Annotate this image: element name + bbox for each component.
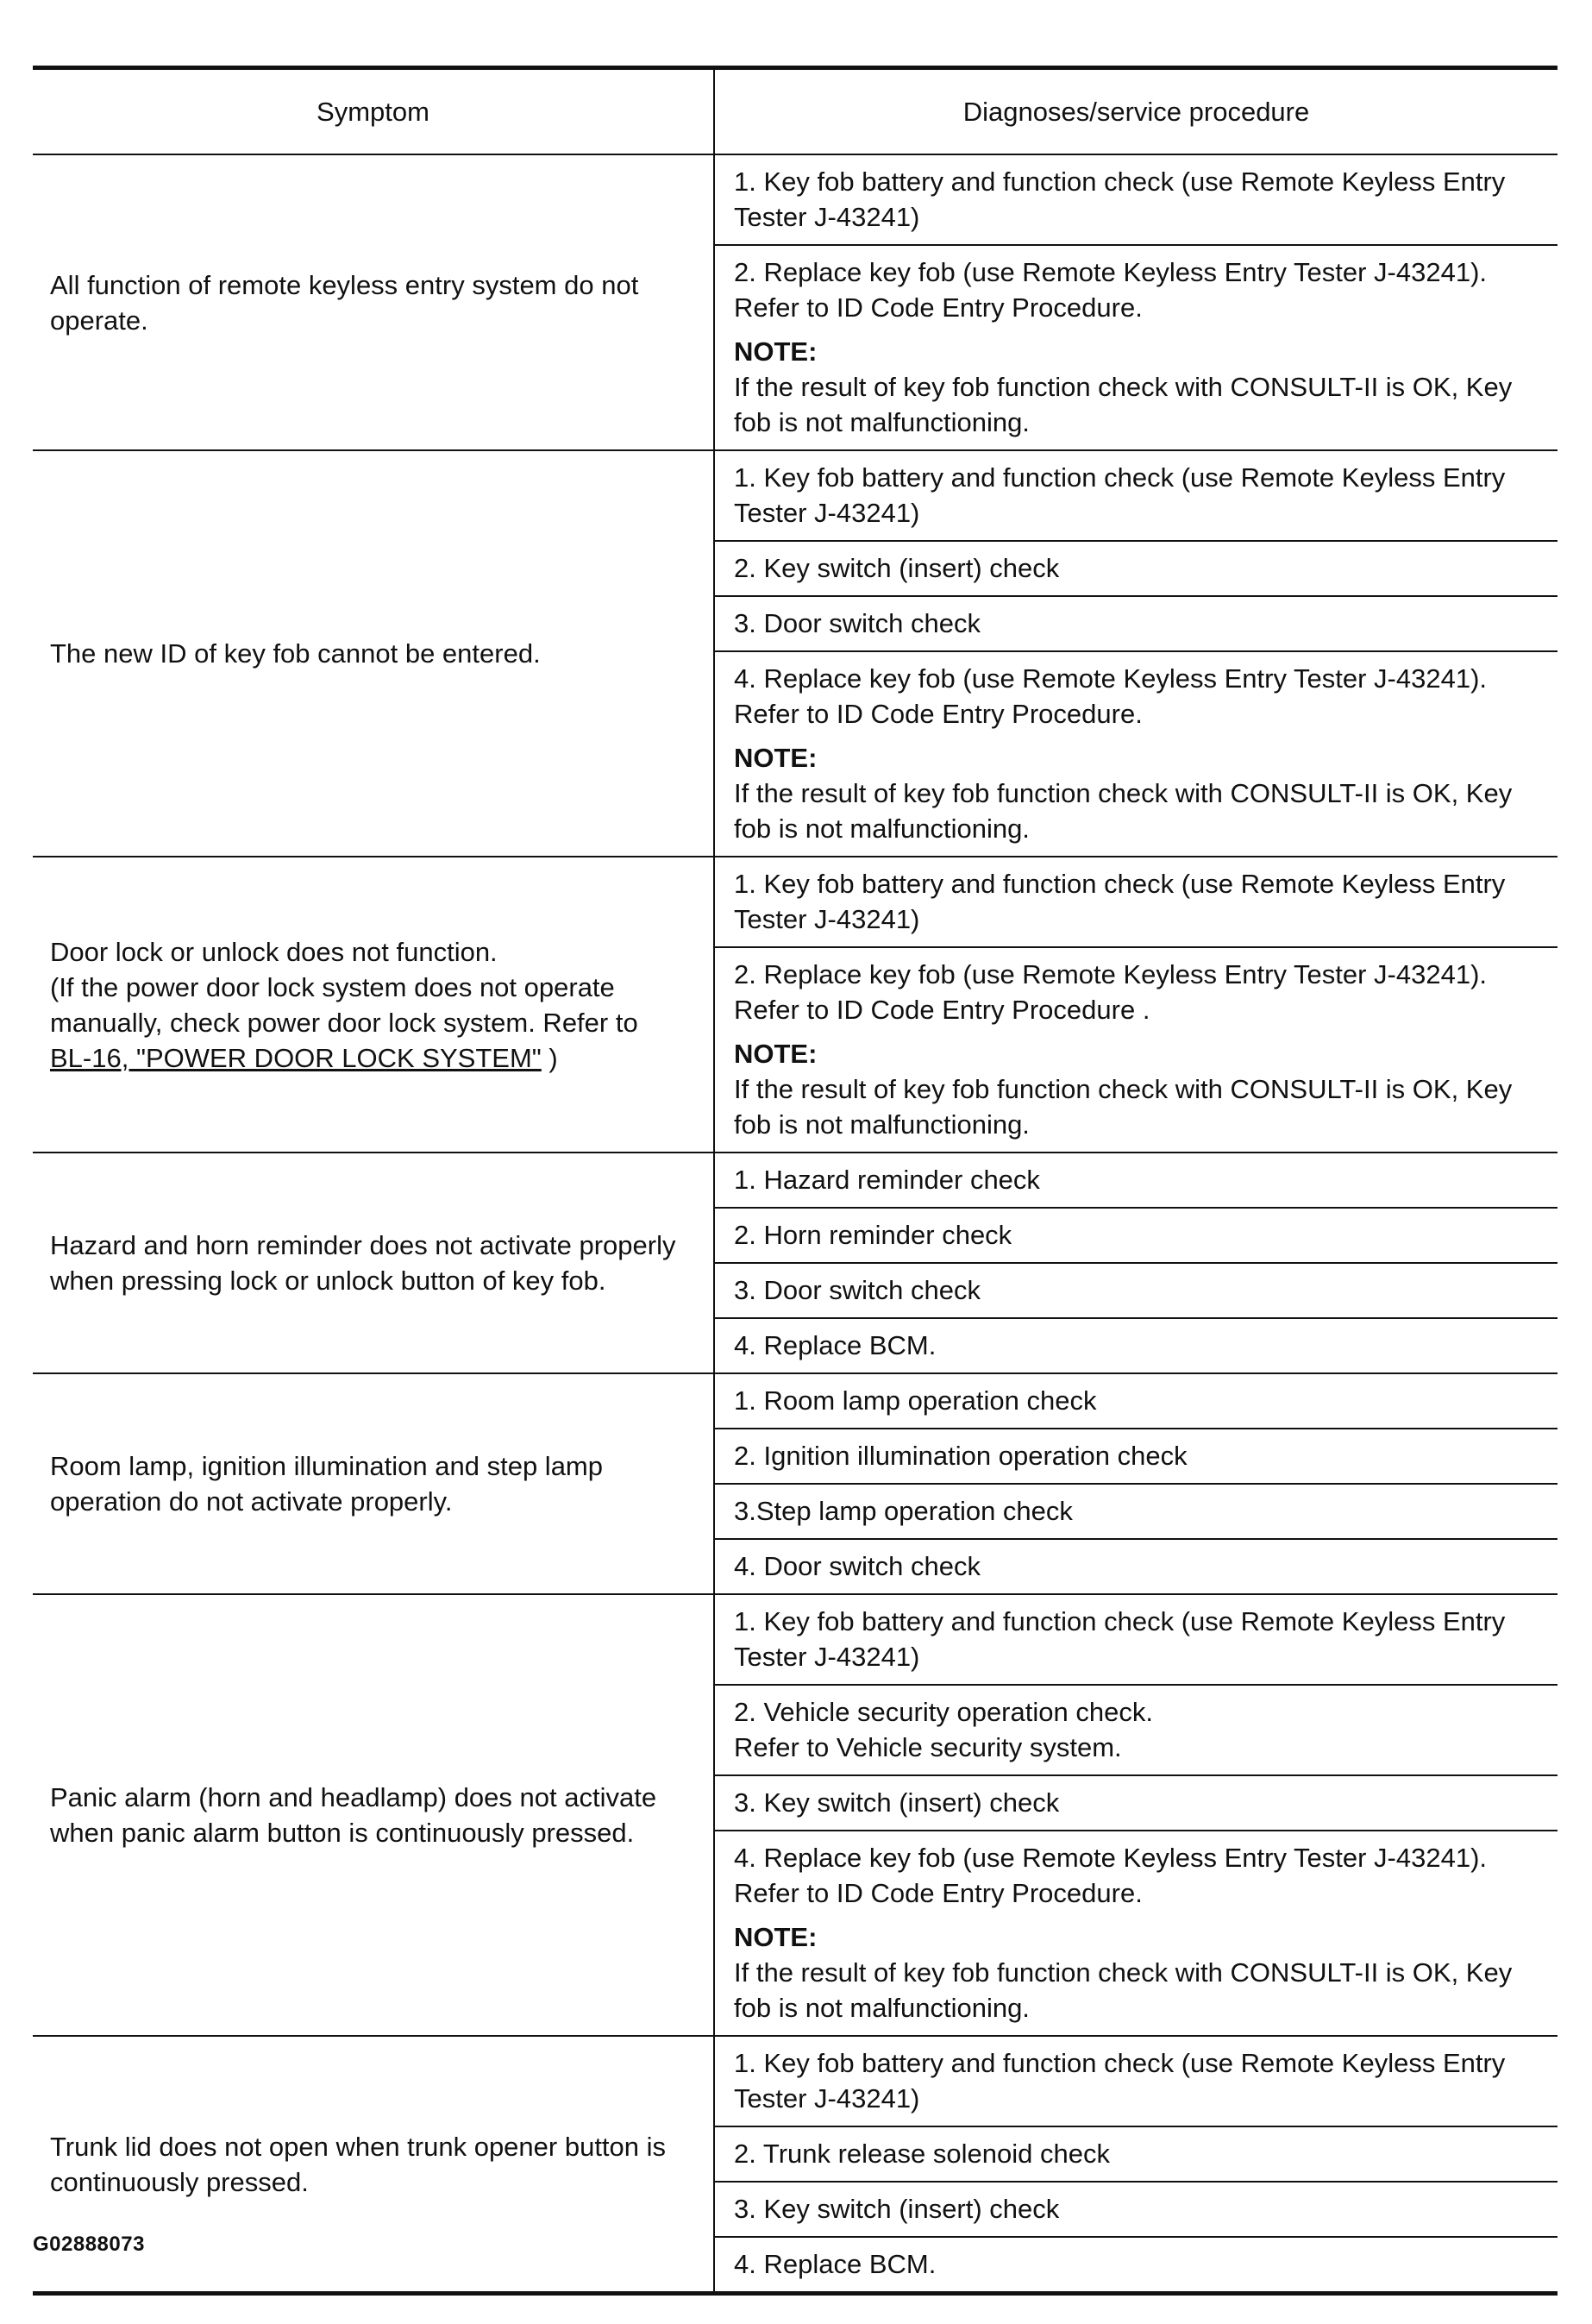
procedure-cell [714, 2182, 1558, 2237]
symptom-text: Door lock or unlock does not function. [50, 936, 498, 967]
symptom-cell [33, 1373, 714, 1594]
symptom-cell [33, 1153, 714, 1373]
procedure-step-text: 1. Key fob battery and function check (use Remote Keyless Entry Tester J-43241) [734, 166, 1506, 232]
procedure-step-text: 3. Door switch check [734, 608, 981, 638]
note-text: If the result of key fob function check with CONSULT-II is OK, Key fob is not malfunctioning. [734, 778, 1513, 844]
power-door-lock-reference-link[interactable]: BL-16, "POWER DOOR LOCK SYSTEM" [50, 1042, 542, 1073]
symptom-cell [33, 1594, 714, 2036]
symptom-text: Trunk lid does not open when trunk opener button is continuously pressed. [50, 2131, 667, 2197]
procedure-cell [714, 1594, 1558, 1685]
table-row [33, 1153, 1558, 1208]
procedure-step-text: Refer to ID Code Entry Procedure. [734, 1878, 1143, 1908]
procedure-cell [714, 1208, 1558, 1263]
procedure-step-text: 2. Ignition illumination operation check [734, 1441, 1188, 1471]
procedure-cell [714, 1318, 1558, 1373]
procedure-cell [714, 1373, 1558, 1429]
symptom-text: (If the power door lock system does not operate manually, check power door lock system. Refer to [50, 971, 638, 1038]
procedure-step-text: 1. Hazard reminder check [734, 1165, 1040, 1195]
symptom-cell [33, 154, 714, 450]
procedure-step-text: 1. Key fob battery and function check (use Remote Keyless Entry Tester J-43241) [734, 2048, 1506, 2114]
table-row [33, 857, 1558, 947]
procedure-cell [714, 541, 1558, 596]
note-label: NOTE: [734, 743, 818, 773]
procedure-step-text: 1. Key fob battery and function check (use Remote Keyless Entry Tester J-43241) [734, 869, 1506, 934]
procedure-cell [714, 2126, 1558, 2182]
procedure-cell [714, 1263, 1558, 1318]
table-header-row [33, 68, 1558, 155]
procedure-column-header: Diagnoses/service procedure [714, 68, 1558, 155]
symptom-text: Hazard and horn reminder does not activate properly when pressing lock or unlock button of key fob. [50, 1230, 676, 1296]
table-row [33, 154, 1558, 245]
procedure-cell [714, 857, 1558, 947]
procedure-cell [714, 1831, 1558, 2036]
procedure-step-text: 2. Horn reminder check [734, 1220, 1012, 1250]
symptom-text: All function of remote keyless entry system do not operate. [50, 269, 639, 336]
symptom-cell [33, 450, 714, 857]
symptom-cell [33, 857, 714, 1153]
procedure-cell [714, 1539, 1558, 1594]
procedure-step-text: 3. Door switch check [734, 1275, 981, 1305]
symptom-column-header: Symptom [33, 68, 714, 155]
procedure-step-text: 2. Vehicle security operation check. [734, 1697, 1153, 1727]
note-label: NOTE: [734, 1922, 818, 1952]
table-row [33, 450, 1558, 541]
symptom-text: Panic alarm (horn and headlamp) does not activate when panic alarm button is continuously pressed. [50, 1782, 657, 1848]
table-row [33, 1594, 1558, 1685]
procedure-step-text: Refer to ID Code Entry Procedure. [734, 699, 1143, 729]
procedure-cell [714, 450, 1558, 541]
procedure-step-text: 2. Key switch (insert) check [734, 553, 1060, 583]
note-label: NOTE: [734, 1039, 818, 1069]
procedure-cell [714, 245, 1558, 450]
procedure-step-text: 4. Replace key fob (use Remote Keyless Entry Tester J-43241). [734, 663, 1488, 694]
procedure-step-text: 3.Step lamp operation check [734, 1496, 1073, 1526]
note-text: If the result of key fob function check with CONSULT-II is OK, Key fob is not malfunctioning. [734, 1957, 1513, 2023]
procedure-cell [714, 1484, 1558, 1539]
procedure-step-text: Refer to ID Code Entry Procedure. [734, 292, 1143, 323]
procedure-step-text: 4. Door switch check [734, 1551, 981, 1581]
procedure-step-text: 1. Key fob battery and function check (use Remote Keyless Entry Tester J-43241) [734, 1606, 1506, 1672]
procedure-step-text: 2. Replace key fob (use Remote Keyless Entry Tester J-43241). [734, 959, 1488, 989]
symptom-diagnosis-table [33, 66, 1558, 2296]
note-text: If the result of key fob function check with CONSULT-II is OK, Key fob is not malfunctioning. [734, 1074, 1513, 1140]
table-body [33, 154, 1558, 2294]
symptom-text: The new ID of key fob cannot be entered. [50, 638, 541, 669]
procedure-step-text: 4. Replace BCM. [734, 2249, 937, 2279]
procedure-step-text: 1. Room lamp operation check [734, 1385, 1097, 1416]
procedure-step-text: 1. Key fob battery and function check (use Remote Keyless Entry Tester J-43241) [734, 462, 1506, 528]
procedure-cell [714, 1153, 1558, 1208]
procedure-cell [714, 2036, 1558, 2126]
procedure-cell [714, 154, 1558, 245]
procedure-step-text: Refer to Vehicle security system. [734, 1732, 1122, 1762]
procedure-cell [714, 1429, 1558, 1484]
table-row [33, 1373, 1558, 1429]
procedure-step-text: 4. Replace BCM. [734, 1330, 937, 1360]
procedure-step-text: Refer to ID Code Entry Procedure . [734, 995, 1150, 1025]
procedure-cell [714, 1685, 1558, 1775]
procedure-step-text: 3. Key switch (insert) check [734, 2194, 1060, 2224]
procedure-cell [714, 596, 1558, 651]
procedure-step-text: 2. Replace key fob (use Remote Keyless Entry Tester J-43241). [734, 257, 1488, 287]
procedure-cell [714, 651, 1558, 857]
procedure-cell [714, 1775, 1558, 1831]
reference-line [50, 1040, 701, 1076]
figure-code: G02888073 [33, 2233, 145, 2256]
diagnosis-table-container [33, 66, 1558, 2296]
reference-suffix: ) [541, 1042, 558, 1073]
procedure-cell [714, 947, 1558, 1153]
note-label: NOTE: [734, 336, 818, 367]
procedure-step-text: 4. Replace key fob (use Remote Keyless Entry Tester J-43241). [734, 1843, 1488, 1873]
procedure-cell [714, 2237, 1558, 2294]
table-row [33, 2036, 1558, 2126]
symptom-text: Room lamp, ignition illumination and step lamp operation do not activate properly. [50, 1451, 603, 1517]
procedure-step-text: 2. Trunk release solenoid check [734, 2139, 1110, 2169]
note-text: If the result of key fob function check with CONSULT-II is OK, Key fob is not malfunctioning. [734, 372, 1513, 437]
procedure-step-text: 3. Key switch (insert) check [734, 1787, 1060, 1818]
